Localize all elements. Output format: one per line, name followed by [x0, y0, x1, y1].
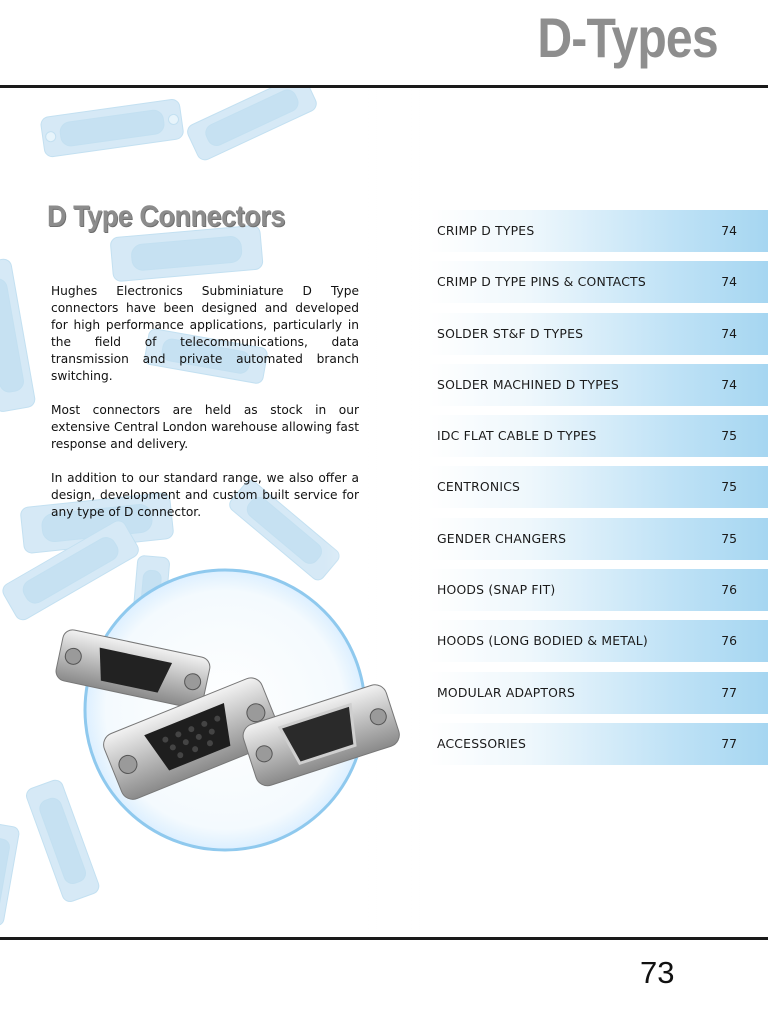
intro-paragraph-3: In addition to our standard range, we also offer a design, development and custom built service for any type of D connector. [51, 471, 359, 519]
contents-item[interactable] [428, 313, 768, 355]
contents-item-label: SOLDER MACHINED D TYPES [437, 376, 619, 392]
contents-item-label: HOODS (SNAP FIT) [437, 582, 556, 598]
contents-item-page: 75 [721, 530, 737, 546]
contents-item[interactable] [428, 672, 768, 714]
contents-item-label: HOODS (LONG BODIED & METAL) [437, 633, 648, 649]
contents-item[interactable] [428, 518, 768, 560]
contents-item[interactable] [428, 569, 768, 611]
intro-paragraph-1: Hughes Electronics Subminiature D Type connectors have been designed and developed for high performance applications, particularly in the field of telecommunications, data transmission and private automated branch switching. [51, 284, 359, 383]
contents-item-label: GENDER CHANGERS [437, 530, 567, 546]
intro-text [51, 283, 359, 538]
contents-item-label: SOLDER ST&F D TYPES [437, 325, 584, 341]
intro-paragraph-2: Most connectors are held as stock in our extensive Central London warehouse allowing fast response and delivery. [51, 403, 359, 451]
contents-item-label: ACCESSORIES [437, 735, 527, 751]
footer-divider [0, 937, 768, 940]
contents-item-label: MODULAR ADAPTORS [437, 684, 576, 700]
contents-item-page: 75 [721, 479, 737, 495]
section-heading: D Type Connectors [47, 200, 285, 233]
contents-item-page: 77 [721, 684, 737, 700]
contents-item-label: CENTRONICS [437, 479, 521, 495]
contents-item-page: 74 [721, 274, 737, 290]
contents-item-page: 76 [721, 633, 737, 649]
contents-item[interactable] [428, 415, 768, 457]
contents-item-page: 74 [721, 325, 737, 341]
contents-item[interactable] [428, 723, 768, 765]
contents-item-page: 74 [721, 223, 737, 238]
contents-item[interactable] [428, 210, 768, 252]
contents-item-label: CRIMP D TYPE PINS & CONTACTS [437, 274, 646, 290]
contents-item-page: 75 [721, 428, 737, 444]
contents-item[interactable] [428, 620, 768, 662]
contents-item-page: 76 [721, 582, 737, 598]
contents-item[interactable] [428, 364, 768, 406]
contents-item-label: IDC FLAT CABLE D TYPES [437, 428, 597, 444]
page-title: D-Types [537, 6, 718, 69]
contents-item-label: CRIMP D TYPES [437, 223, 535, 238]
contents-item[interactable] [428, 466, 768, 508]
page-number: 73 [640, 955, 675, 990]
contents-item-page: 77 [721, 735, 737, 751]
contents-list [428, 210, 768, 774]
contents-item[interactable] [428, 261, 768, 303]
contents-item-page: 74 [721, 376, 737, 392]
